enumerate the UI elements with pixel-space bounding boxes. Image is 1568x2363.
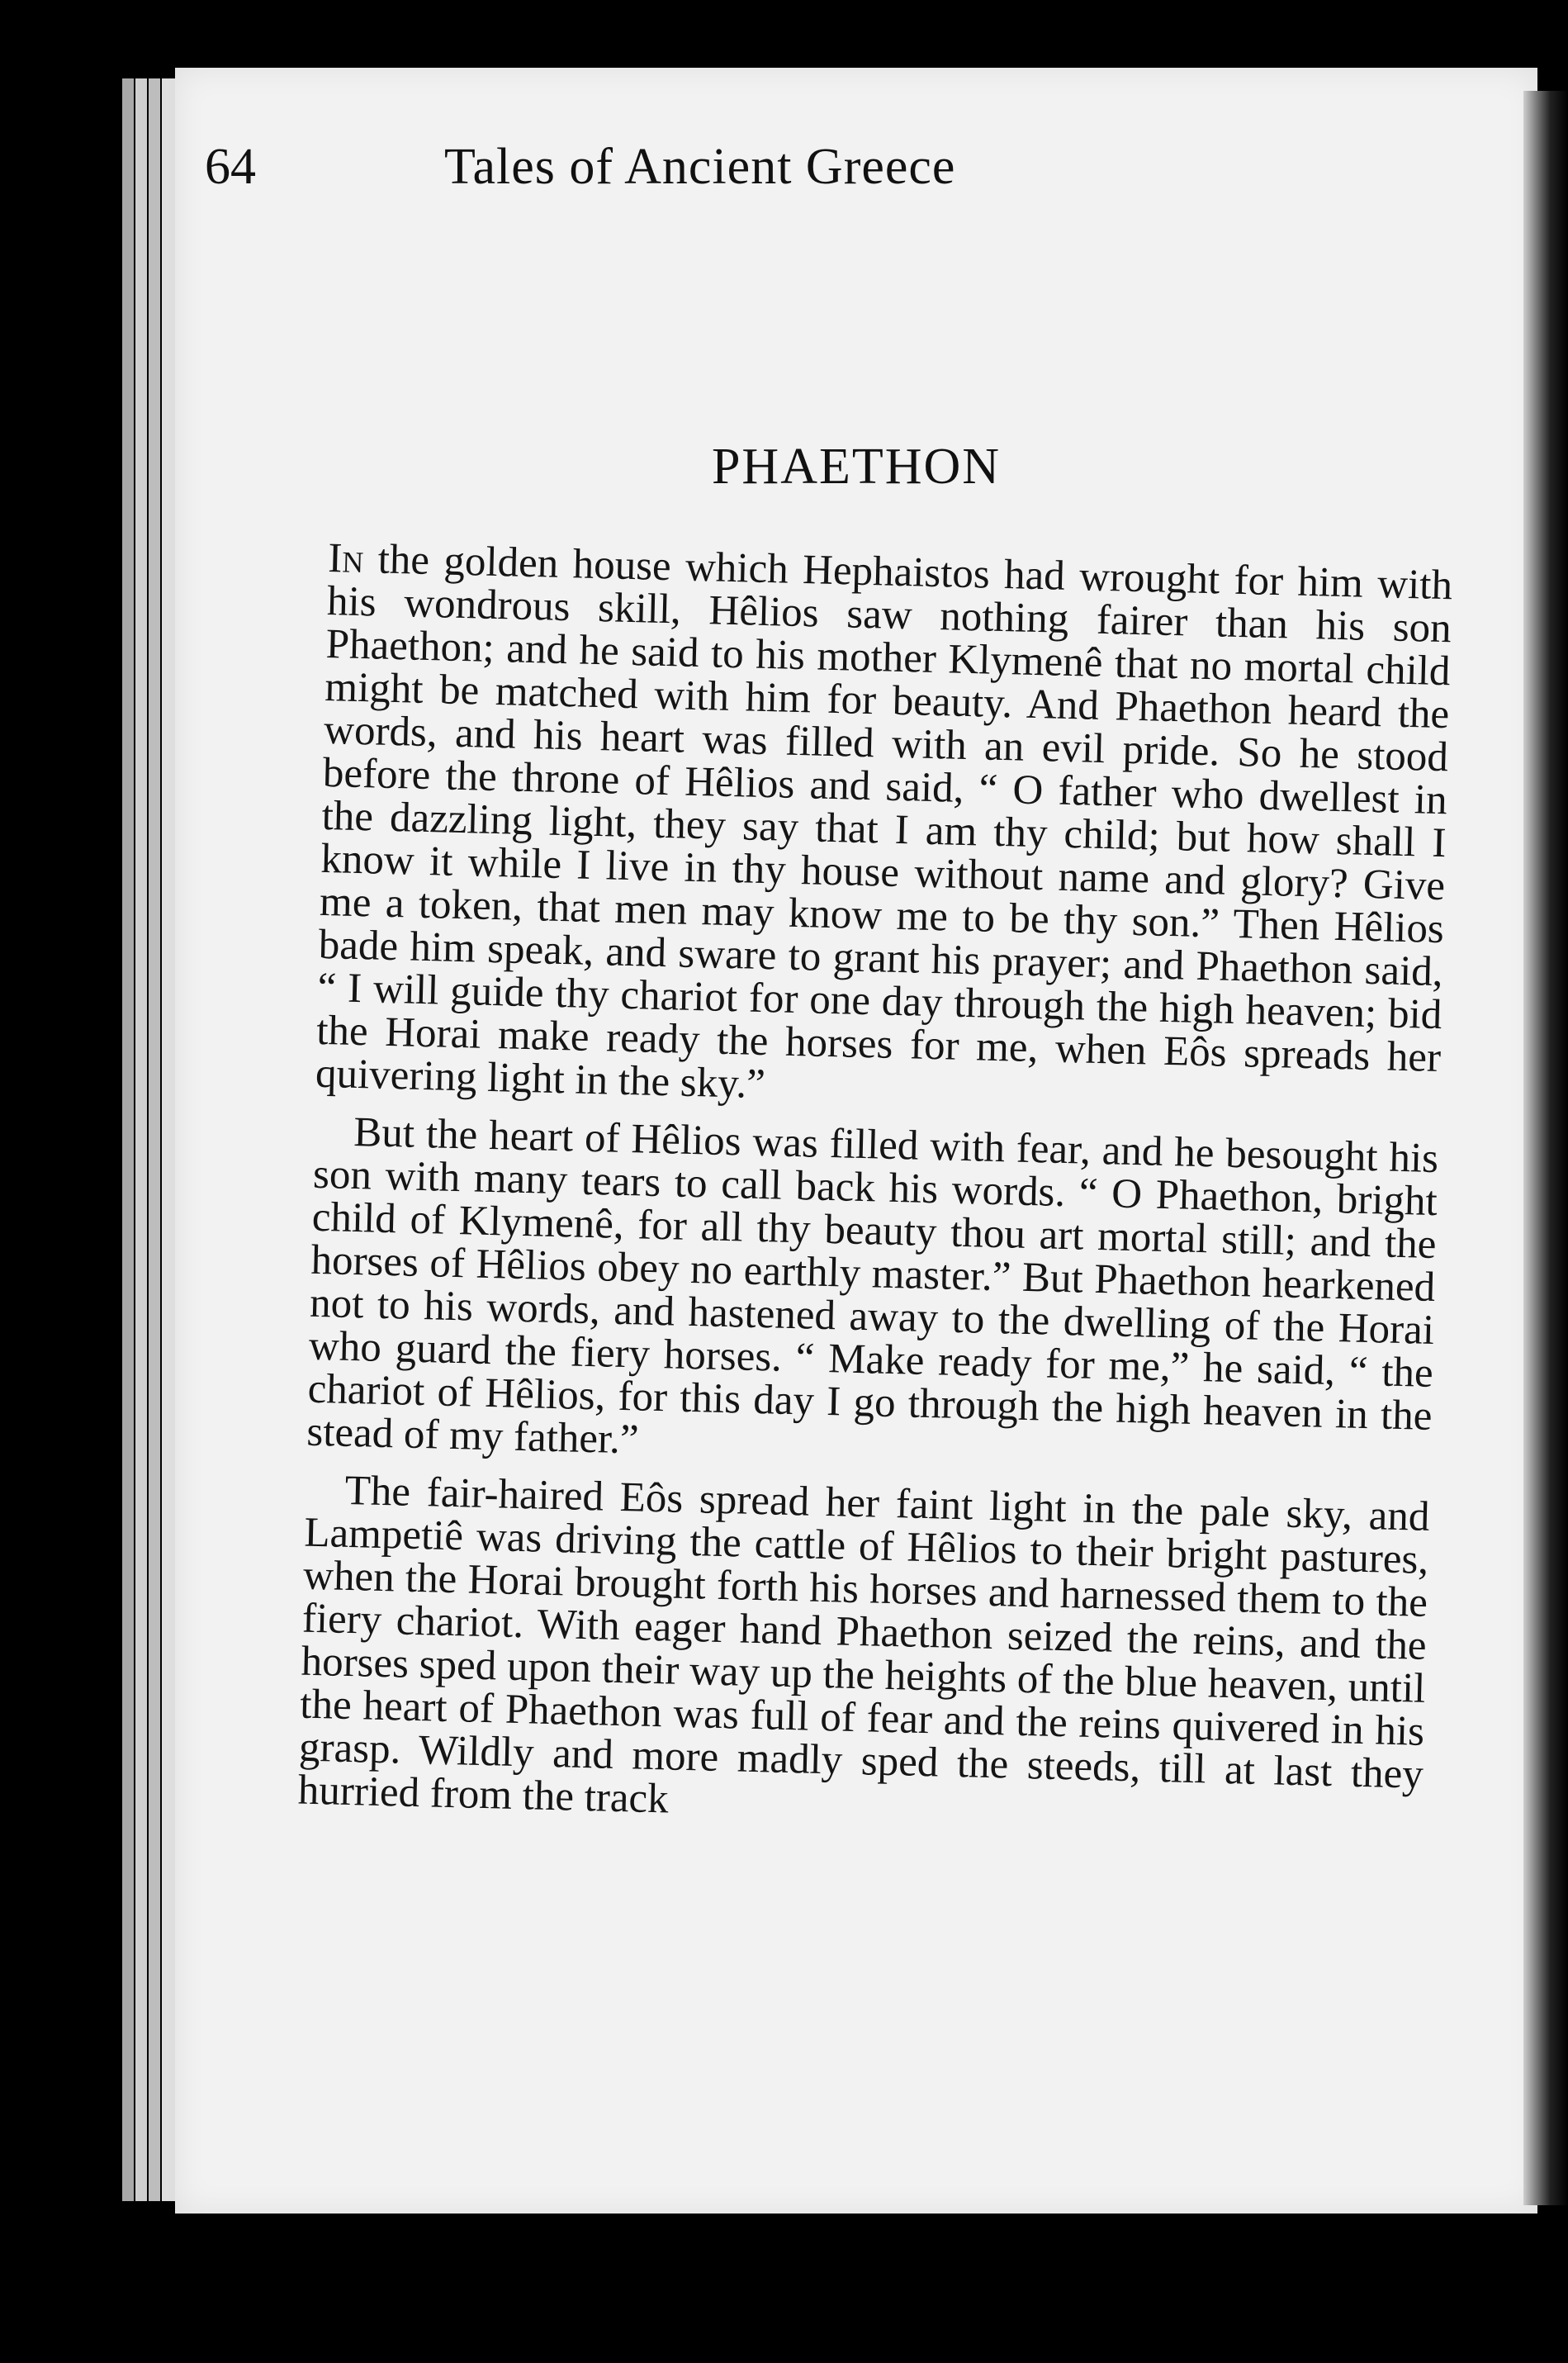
paragraph-text: But the heart of Hêlios was filled with fear, and he besought his son with many tears to call back his words. “ O Phaethon, bright child of Klymenê, for all thy beauty thou art mortal still; and the horses of Hêlios obey no earthly master.” But Phaethon hearkened not to his words, and hastened away to the dwelling of the Horai who guard the fiery horses. “ Make ready for me,” he said, “ the chariot of Hêlios, for this day I go through the high heaven in the stead of my father.”	[306, 1108, 1439, 1464]
page-edge	[122, 78, 134, 2201]
page-edge	[149, 78, 160, 2201]
running-title: Tales of Ancient Greece	[444, 139, 956, 195]
page-number: 64	[205, 139, 256, 195]
chapter-title: PHAETHON	[711, 439, 1002, 495]
body-text	[297, 537, 1453, 1854]
page-edge	[135, 78, 147, 2201]
paragraph-lead: In	[327, 535, 365, 583]
paragraph-1	[315, 537, 1452, 1122]
paragraph-text: the golden house which Hephaistos had wrought for him with his wondrous skill, Hêlios saw nothing fairer than his son Phaethon; and he said to his mother Klymenê that no mortal child might be matched with him for beauty. And Phaethon heard the words, and his heart was filled with an evil pride. So he stood before the throne of Hêlios and said, “ O father who dwellest in the dazzling light, they say that I am thy child; but how shall I know it while I live in thy house without name and glory? Give me a token, that men may know me to be thy son.” Then Hêlios bade him speak, and sware to grant his prayer; and Phaethon said, “ I will guide thy chariot for one day through the high heaven; bid the Horai make ready the horses for me, when Eôs spreads her quivering light in the sky.”	[315, 536, 1453, 1108]
binding-shadow	[1523, 91, 1568, 2205]
paragraph-text: The fair-haired Eôs spread her faint light in the pale sky, and Lampetiê was driving the cattle of Hêlios to their bright pastures, when the Horai brought forth his horses and harnessed them to the fiery chariot. With eager hand Phaethon seized the reins, and the horses sped upon their way up the heights of the blue heaven, until the heart of Phaethon was full of fear and the reins quivered in his grasp. Wildly and more madly sped the steeds, till at last they hurried from the track	[297, 1467, 1431, 1823]
running-head	[205, 117, 1295, 216]
paragraph-3	[297, 1469, 1430, 1839]
paragraph-2	[306, 1110, 1439, 1481]
